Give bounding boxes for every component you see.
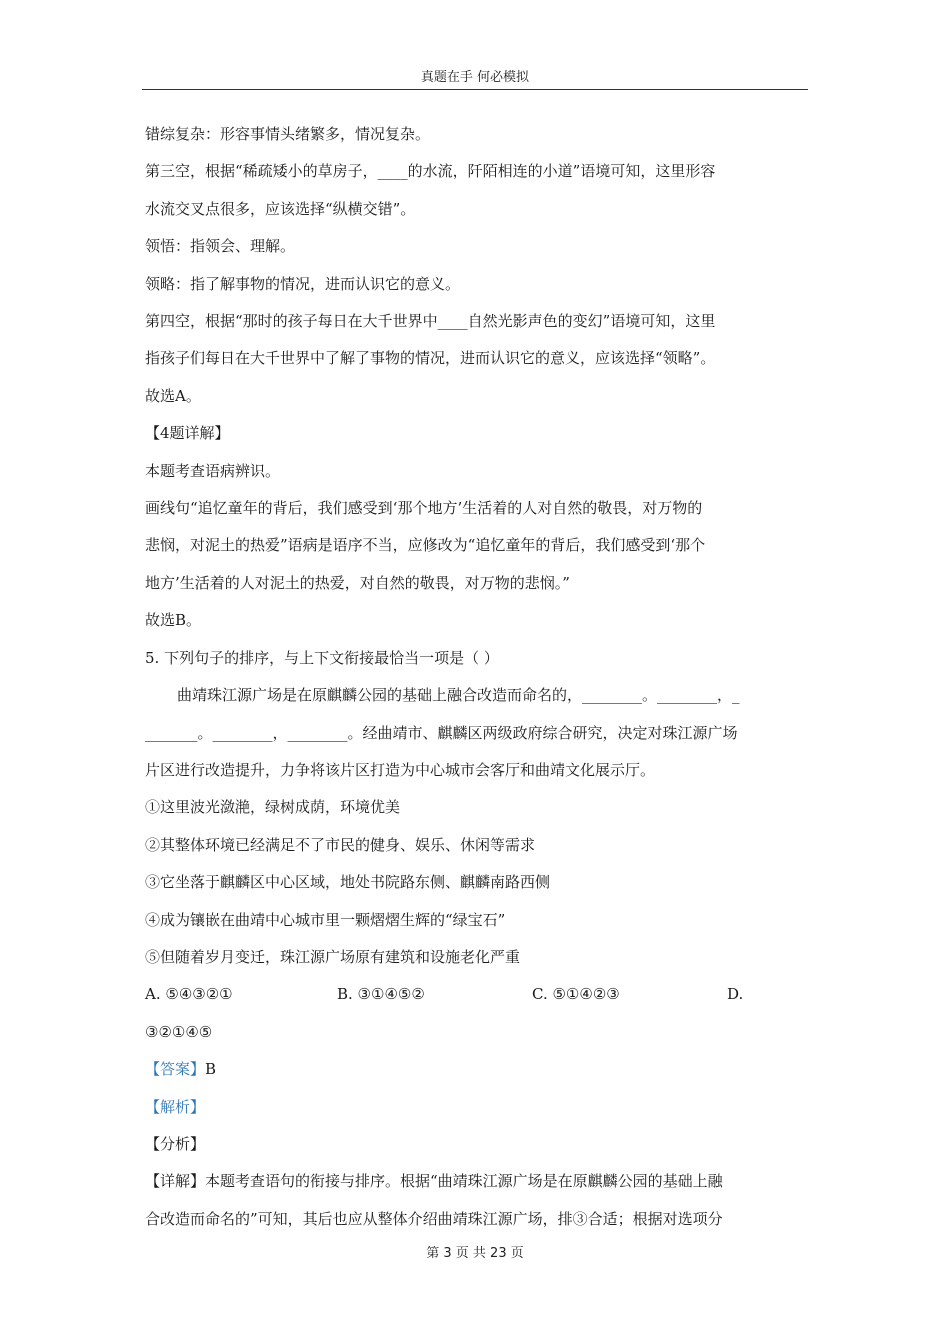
answer-label: 【答案】	[145, 1060, 206, 1079]
statement-item: ⑤但随着岁月变迁，珠江源广场原有建筑和设施老化严重	[145, 947, 521, 966]
passage-line: 片区进行改造提升，力争将该片区打造为中心城市会客厅和曲靖文化展示厅。	[145, 760, 656, 779]
text-line: 本题考查语病辨识。	[145, 461, 281, 480]
detail-line: 【详解】本题考查语句的衔接与排序。根据“曲靖珠江源广场是在原麒麟公园的基础上融	[145, 1172, 723, 1191]
passage-line: _______。________，________。经曲靖市、麒麟区两级政府综合研究，决定对珠江源广场	[145, 723, 738, 742]
text-line: 故选A。	[145, 386, 201, 405]
text-line: 指孩子们每日在大千世界中了解了事物的情况，进而认识它的意义，应该选择“领略”。	[145, 349, 716, 368]
statement-item: ④成为镶嵌在曲靖中心城市里一颗熠熠生辉的“绿宝石”	[145, 910, 506, 929]
option-d: D.	[727, 985, 744, 1004]
detail-line: 合改造而命名的”可知，其后也应从整体介绍曲靖珠江源广场，排③合适；根据对选项分	[145, 1209, 723, 1228]
answer-line	[145, 1051, 811, 1088]
option-a: A. ⑤④③②①	[145, 985, 233, 1004]
answer-options	[145, 976, 811, 1013]
answer-value: B	[205, 1060, 217, 1079]
option-d-value: ③②①④⑤	[145, 1022, 213, 1041]
page-footer: 第 3 页 共 23 页	[426, 1246, 524, 1261]
option-b: B. ③①④⑤②	[337, 985, 425, 1004]
text-line: 悲悯，对泥土的热爱”语病是语序不当，应修改为“追忆童年的背后，我们感受到‘那个	[145, 536, 706, 555]
text-line: 领略：指了解事物的情况，进而认识它的意义。	[145, 274, 461, 293]
question-stem: 5. 下列句子的排序，与上下文衔接最恰当一项是（ ）	[145, 648, 499, 667]
passage-line: 曲靖珠江源广场是在原麒麟公园的基础上融合改造而命名的，________。________，_	[177, 686, 740, 705]
document-body	[145, 116, 811, 1238]
text-line: 领悟：指领会、理解。	[145, 237, 296, 256]
text-line: 第三空，根据“稀疏矮小的草房子，____的水流，阡陌相连的小道”语境可知，这里形容	[145, 162, 716, 181]
fenxi-label: 【分析】	[145, 1134, 206, 1153]
section-heading: 【4题详解】	[145, 424, 230, 443]
text-line: 第四空，根据“那时的孩子每日在大千世界中____自然光影声色的变幻”语境可知，这里	[145, 312, 716, 331]
statement-item: ①这里波光潋滟，绿树成荫，环境优美	[145, 798, 401, 817]
analysis-label: 【解析】	[145, 1097, 206, 1116]
statement-item: ③它坐落于麒麟区中心区域，地处书院路东侧、麒麟南路西侧	[145, 873, 551, 892]
statement-item: ②其整体环境已经满足不了市民的健身、娱乐、休闲等需求	[145, 835, 536, 854]
option-c: C. ⑤①④②③	[532, 985, 620, 1004]
page-header: 真题在手 何必模拟	[420, 70, 530, 85]
text-line: 错综复杂：形容事情头绪繁多，情况复杂。	[145, 125, 431, 143]
text-line: 画线句“追忆童年的背后，我们感受到‘那个地方’生活着的人对自然的敬畏，对万物的	[145, 499, 703, 518]
text-line: 地方’生活着的人对泥土的热爱，对自然的敬畏，对万物的悲悯。”	[145, 573, 570, 592]
text-line: 故选B。	[145, 611, 202, 630]
header-divider	[142, 89, 808, 90]
text-line: 水流交叉点很多，应该选择“纵横交错”。	[145, 199, 416, 218]
